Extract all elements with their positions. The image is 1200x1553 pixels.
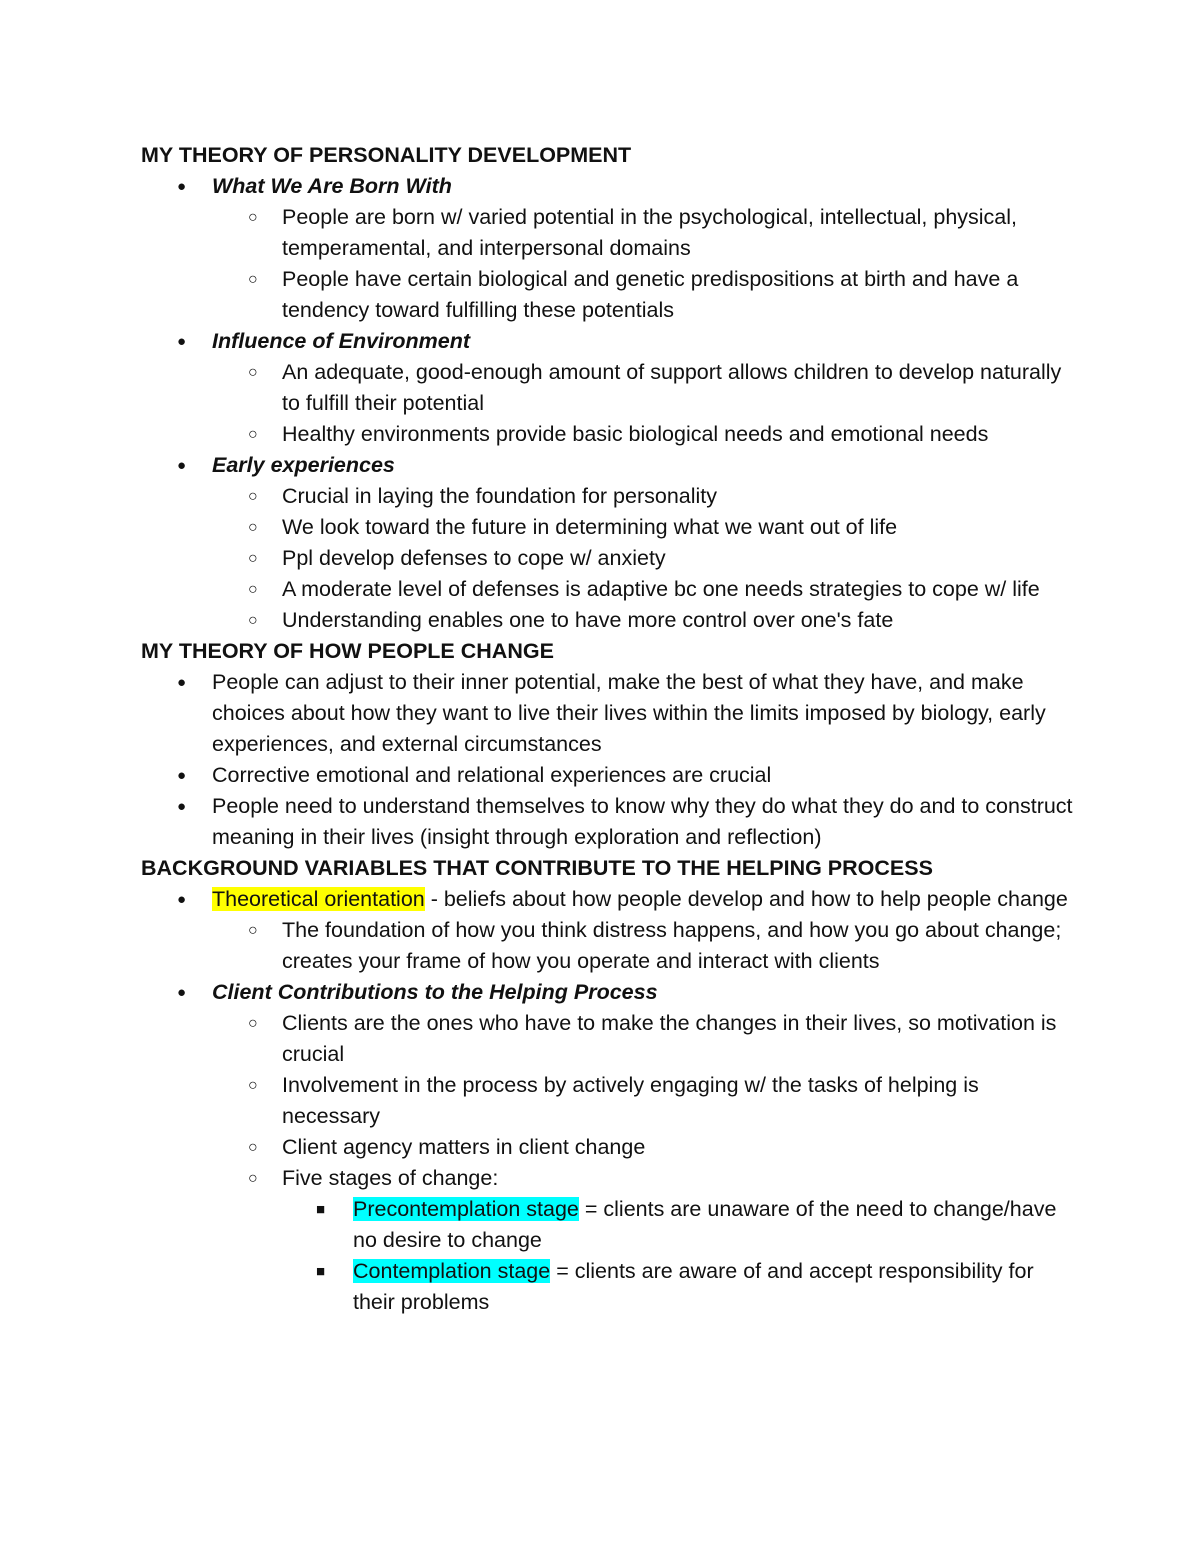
list-item-text: Healthy environments provide basic biological needs and emotional needs — [282, 422, 989, 446]
highlighted-term: Theoretical orientation — [212, 887, 425, 911]
list-item — [141, 977, 1081, 1008]
bullet-icon: ● — [177, 457, 187, 474]
list-item — [141, 450, 1081, 481]
list-item — [141, 357, 1081, 419]
list-item — [141, 1256, 1081, 1318]
highlighted-term: Precontemplation stage — [353, 1197, 579, 1221]
circle-bullet-icon: ○ — [248, 364, 258, 381]
list-item-text: Crucial in laying the foundation for personality — [282, 484, 718, 508]
list-item — [141, 915, 1081, 977]
circle-bullet-icon: ○ — [248, 209, 258, 226]
list-item-text: A moderate level of defenses is adaptive bc one needs strategies to cope w/ life — [282, 577, 1040, 601]
square-bullet-icon: ■ — [316, 1201, 326, 1218]
list-item — [141, 884, 1081, 915]
section-heading: BACKGROUND VARIABLES THAT CONTRIBUTE TO THE HELPING PROCESS — [141, 856, 933, 880]
list-item-text: Client agency matters in client change — [282, 1135, 646, 1159]
list-item-text: Ppl develop defenses to cope w/ anxiety — [282, 546, 666, 570]
circle-bullet-icon: ○ — [248, 519, 258, 536]
bullet-icon: ● — [177, 798, 187, 815]
subheading: Influence of Environment — [212, 329, 471, 353]
list-item-text: Corrective emotional and relational experiences are crucial — [212, 763, 772, 787]
list-item — [141, 1008, 1081, 1070]
circle-bullet-icon: ○ — [248, 271, 258, 288]
list-item — [141, 1194, 1081, 1256]
list-item — [141, 1163, 1081, 1194]
list-item-text: Five stages of change: — [282, 1166, 499, 1190]
bullet-icon: ● — [177, 178, 187, 195]
list-item — [141, 481, 1081, 512]
list-item — [141, 667, 1081, 760]
list-item — [141, 791, 1081, 853]
circle-bullet-icon: ○ — [248, 550, 258, 567]
subheading: Early experiences — [212, 453, 395, 477]
circle-bullet-icon: ○ — [248, 922, 258, 939]
subheading: Client Contributions to the Helping Process — [212, 980, 658, 1004]
list-item-text: People have certain biological and genetic predispositions at birth and have a tendency toward fulfilling these potentials — [282, 267, 1019, 322]
list-item — [141, 326, 1081, 357]
circle-bullet-icon: ○ — [248, 1139, 258, 1156]
list-item-text: An adequate, good-enough amount of support allows children to develop naturally to fulfill their potential — [282, 360, 1062, 415]
list-item-text: Understanding enables one to have more control over one's fate — [282, 608, 894, 632]
list-item-text: = clients are aware of and accept responsibility for their problems — [353, 1259, 1034, 1314]
list-item — [141, 543, 1081, 574]
list-item-text: We look toward the future in determining what we want out of life — [282, 515, 898, 539]
bullet-icon: ● — [177, 891, 187, 908]
list-item-text: = clients are unaware of the need to change/have no desire to change — [353, 1197, 1057, 1252]
list-item-text: The foundation of how you think distress happens, and how you go about change; creates your frame of how you operate and interact with clients — [282, 918, 1062, 973]
list-item — [141, 264, 1081, 326]
circle-bullet-icon: ○ — [248, 1077, 258, 1094]
subheading: What We Are Born With — [212, 174, 452, 198]
list-item-text: People are born w/ varied potential in the psychological, intellectual, physical, temperamental, and interpersonal domains — [282, 205, 1018, 260]
list-item — [141, 574, 1081, 605]
list-item-text: - beliefs about how people develop and how to help people change — [424, 887, 1068, 911]
list-item-text: People can adjust to their inner potential, make the best of what they have, and make choices about how they want to live their lives within the limits imposed by biology, early experiences, and external circumstances — [212, 670, 1046, 756]
section-heading: MY THEORY OF HOW PEOPLE CHANGE — [141, 639, 554, 663]
list-item-text: Clients are the ones who have to make the changes in their lives, so motivation is crucial — [282, 1011, 1057, 1066]
list-item — [141, 760, 1081, 791]
list-item — [141, 419, 1081, 450]
circle-bullet-icon: ○ — [248, 488, 258, 505]
bullet-icon: ● — [177, 674, 187, 691]
square-bullet-icon: ■ — [316, 1263, 326, 1280]
bullet-icon: ● — [177, 984, 187, 1001]
bullet-icon: ● — [177, 767, 187, 784]
section-heading: MY THEORY OF PERSONALITY DEVELOPMENT — [141, 143, 632, 167]
circle-bullet-icon: ○ — [248, 1170, 258, 1187]
list-item — [141, 1132, 1081, 1163]
list-item — [141, 202, 1081, 264]
highlighted-term: Contemplation stage — [353, 1259, 551, 1283]
circle-bullet-icon: ○ — [248, 612, 258, 629]
list-item — [141, 1070, 1081, 1132]
circle-bullet-icon: ○ — [248, 1015, 258, 1032]
list-item — [141, 605, 1081, 636]
circle-bullet-icon: ○ — [248, 426, 258, 443]
list-item — [141, 171, 1081, 202]
document-page — [141, 140, 1081, 1318]
list-item — [141, 512, 1081, 543]
bullet-icon: ● — [177, 333, 187, 350]
list-item-text: Involvement in the process by actively engaging w/ the tasks of helping is necessary — [282, 1073, 979, 1128]
circle-bullet-icon: ○ — [248, 581, 258, 598]
list-item-text: People need to understand themselves to know why they do what they do and to construct meaning in their lives (insight through exploration and reflection) — [212, 794, 1073, 849]
